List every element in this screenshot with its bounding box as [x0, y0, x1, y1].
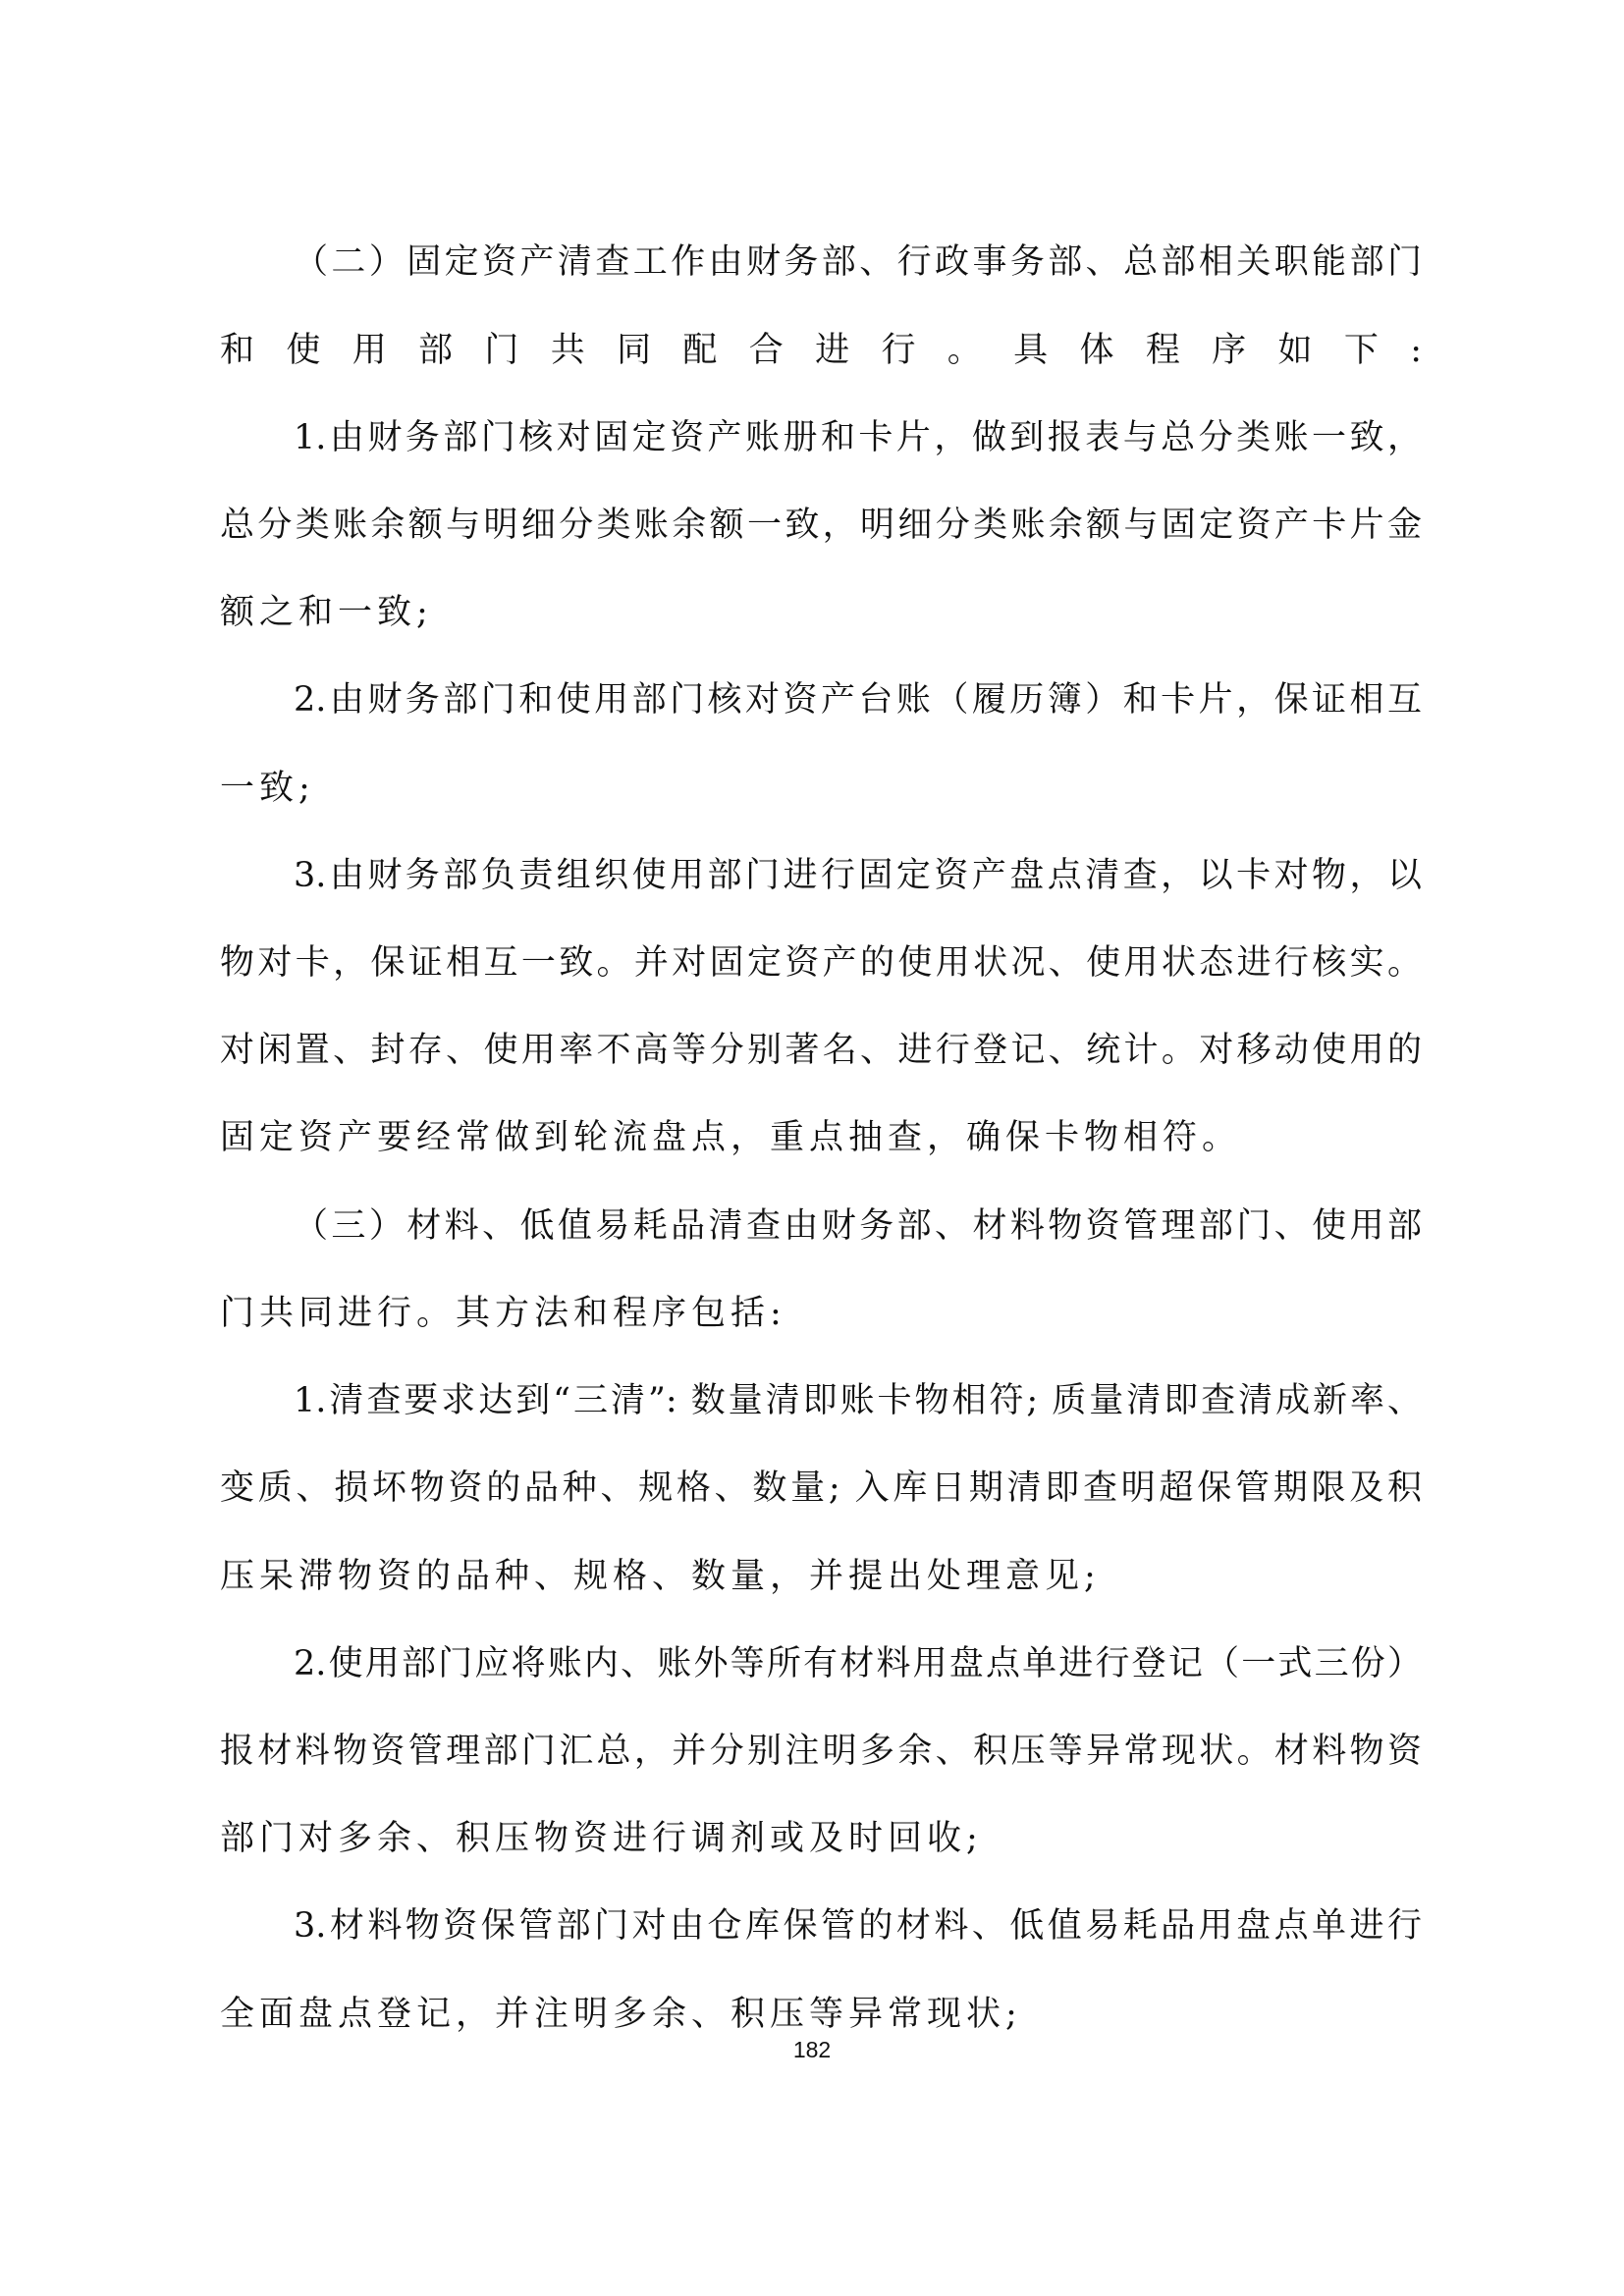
paragraph-line-16: 压呆滞物资的品种、规格、数量，并提出处理意见;: [220, 1557, 1101, 1596]
page-number: 182: [792, 2037, 832, 2062]
paragraph-line-15: 变质、损坏物资的品种、规格、数量; 入库日期清即查明超保管期限及积: [220, 1468, 1422, 1508]
paragraph-line-14: 1.清查要求达到“三清”: 数量清即账卡物相符; 质量清即查清成新率、: [294, 1381, 1422, 1420]
paragraph-line-17: 2.使用部门应将账内、账外等所有材料用盘点单进行登记（一式三份）: [294, 1644, 1422, 1683]
paragraph-line-19: 部门对多余、积压物资进行调剂或及时回收;: [220, 1819, 983, 1858]
paragraph-line-12: （三）材料、低值易耗品清查由财务部、材料物资管理部门、使用部: [294, 1206, 1422, 1246]
paragraph-line-20: 3.材料物资保管部门对由仓库保管的材料、低值易耗品用盘点单进行: [294, 1906, 1422, 1946]
paragraph-line-13: 门共同进行。其方法和程序包括:: [220, 1294, 786, 1333]
paragraph-line-4: 总分类账余额与明细分类账余额一致，明细分类账余额与固定资产卡片金: [220, 506, 1422, 545]
paragraph-line-6: 2.由财务部门和使用部门核对资产台账（履历簿）和卡片，保证相互: [294, 680, 1422, 720]
paragraph-line-3: 1.由财务部门核对固定资产账册和卡片，做到报表与总分类账一致，: [294, 418, 1422, 457]
paragraph-line-18: 报材料物资管理部门汇总，并分别注明多余、积压等异常现状。材料物资: [220, 1732, 1422, 1771]
paragraph-line-9: 物对卡，保证相互一致。并对固定资产的使用状况、使用状态进行核实。: [220, 943, 1422, 983]
paragraph-line-5: 额之和一致;: [220, 593, 433, 632]
paragraph-line-21: 全面盘点登记，并注明多余、积压等异常现状;: [220, 1995, 1022, 2034]
paragraph-line-1: （二）固定资产清查工作由财务部、行政事务部、总部相关职能部门: [294, 242, 1422, 282]
paragraph-line-7: 一致;: [220, 769, 315, 808]
paragraph-line-11: 固定资产要经常做到轮流盘点，重点抽查，确保卡物相符。: [220, 1118, 1242, 1157]
paragraph-line-2: 和使用部门共同配合进行。具体程序如下:: [220, 331, 1422, 370]
paragraph-line-8: 3.由财务部负责组织使用部门进行固定资产盘点清查，以卡对物，以: [294, 856, 1422, 895]
paragraph-line-10: 对闲置、封存、使用率不高等分别著名、进行登记、统计。对移动使用的: [220, 1031, 1422, 1070]
